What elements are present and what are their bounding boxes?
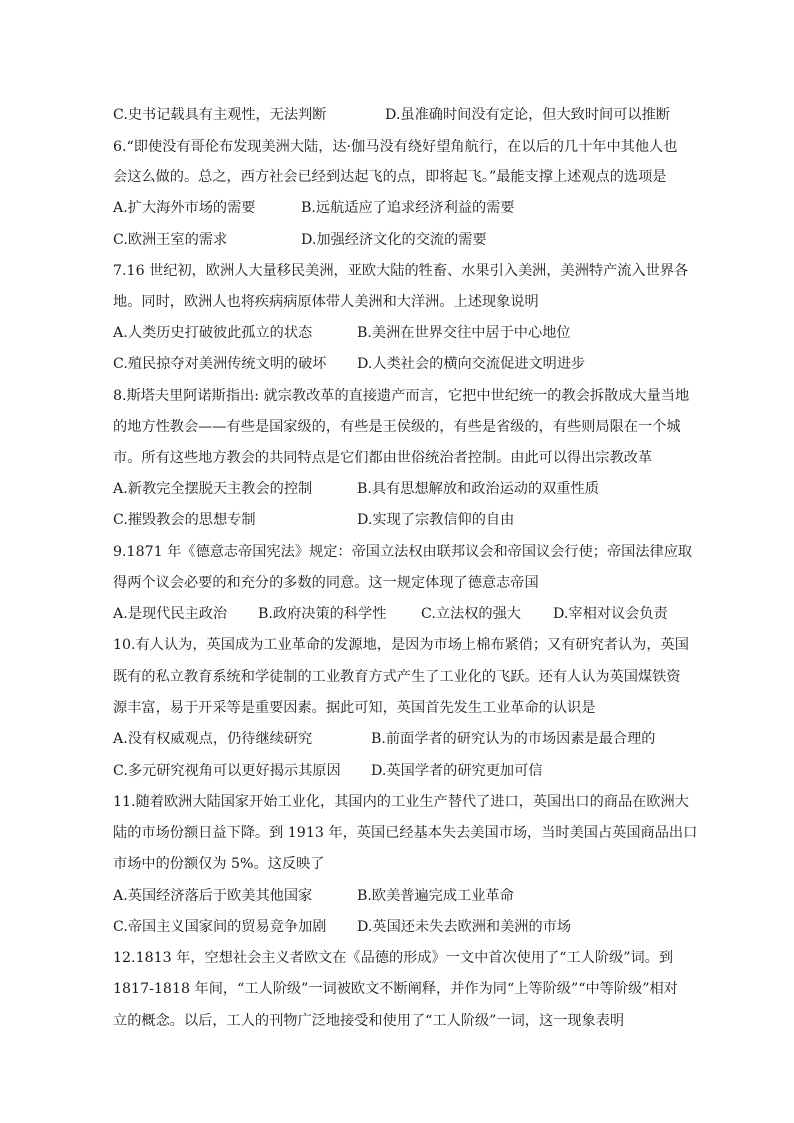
q6-option-b: B.远航适应了追求经济利益的需要 bbox=[301, 200, 515, 216]
q11-option-c: C.帝国主义国家间的贸易竞争加剧 bbox=[113, 919, 327, 935]
q12-stem-line-3: 立的概念。以后，工人的刊物广泛地接受和使用了“工人阶级”一词，这一现象表明 bbox=[113, 1013, 625, 1029]
q10-stem-line-2: 既有的私立教育系统和学徒制的工业教育方式产生了工业化的飞跃。还有人认为英国煤铁资 bbox=[113, 669, 681, 685]
q10-stem-line-1: 10.有人认为，英国成为工业革命的发源地，是因为市场上棉布紧俏；又有研究者认为，英国 bbox=[113, 637, 689, 653]
q6-option-d: D.加强经济文化的交流的需要 bbox=[301, 232, 487, 248]
q5-option-c: C.史书记载具有主观性，无法判断 bbox=[113, 107, 327, 123]
q9-option-c: C.立法权的强大 bbox=[421, 606, 521, 622]
q10-option-a: A.没有权威观点，仍待继续研究 bbox=[113, 731, 313, 747]
q11-stem-line-2: 陆的市场份额日益下降。到 1913 年，英国已经基本失去美国市场，当时美国占英国商品出口 bbox=[113, 825, 698, 841]
q7-stem-line-2: 地。同时，欧洲人也将疾病病原体带人美洲和大洋洲。上述现象说明 bbox=[113, 294, 539, 310]
q6-option-c: C.欧洲王室的需求 bbox=[113, 232, 228, 248]
q11-stem-line-1: 11.随着欧洲大陆国家开始工业化，其国内的工业生产替代了进口，英国出口的商品在欧洲大 bbox=[113, 794, 689, 810]
q7-option-c: C.殖民掠夺对美洲传统文明的破坏 bbox=[113, 356, 327, 372]
q8-option-b: B.具有思想解放和政治运动的双重性质 bbox=[357, 481, 599, 497]
q6-stem-line-2: 会这么做的。总之，西方社会已经到达起飞的点，即将起飞。”最能支撑上述观点的选项是 bbox=[113, 169, 667, 185]
q8-option-c: C.摧毁教会的思想专制 bbox=[113, 512, 256, 528]
q11-option-d: D.英国还未失去欧洲和美洲的市场 bbox=[357, 919, 572, 935]
q7-option-a: A.人类历史打破彼此孤立的状态 bbox=[113, 325, 313, 341]
q8-stem-line-1: 8.斯塔夫里阿诺斯指出: 就宗教改革的直接遗产而言，它把中世纪统一的教会拆散成大量当地 bbox=[113, 388, 690, 404]
q6-option-a: A.扩大海外市场的需要 bbox=[113, 200, 256, 216]
q7-option-b: B.美洲在世界交往中居于中心地位 bbox=[357, 325, 571, 341]
q9-option-a: A.是现代民主政治 bbox=[113, 606, 228, 622]
q9-option-d: D.宰相对议会负责 bbox=[553, 606, 668, 622]
q8-option-d: D.实现了宗教信仰的自由 bbox=[357, 512, 515, 528]
q7-option-d: D.人类社会的横向交流促进文明进步 bbox=[357, 356, 586, 372]
q12-stem-line-1: 12.1813 年，空想社会主义者欧文在《品德的形成》一文中首次使用了“工人阶级”词。到 bbox=[113, 950, 674, 966]
q9-option-b: B.政府决策的科学性 bbox=[258, 606, 387, 622]
q10-stem-line-3: 源丰富，易于开采等是重要因素。据此可知，英国首先发生工业革命的认识是 bbox=[113, 700, 596, 716]
q7-stem-line-1: 7.16 世纪初，欧洲人大量移民美洲，亚欧大陆的牲畜、水果引入美洲，美洲特产流入世界各 bbox=[113, 263, 689, 279]
q9-stem-line-1: 9.1871 年《德意志帝国宪法》规定：帝国立法权由联邦议会和帝国议会行使；帝国法律应取 bbox=[113, 544, 693, 560]
q11-option-b: B.欧美普遍完成工业革命 bbox=[357, 888, 514, 904]
q5-option-d: D.虽准确时间没有定论，但大致时间可以推断 bbox=[385, 107, 670, 123]
q11-option-a: A.英国经济落后于欧美其他国家 bbox=[113, 888, 313, 904]
q8-option-a: A.新教完全摆脱天主教会的控制 bbox=[113, 481, 313, 497]
q10-option-b: B.前面学者的研究认为的市场因素是最合理的 bbox=[371, 731, 656, 747]
q10-option-d: D.英国学者的研究更加可信 bbox=[371, 763, 543, 779]
q10-option-c: C.多元研究视角可以更好揭示其原因 bbox=[113, 763, 341, 779]
q9-stem-line-2: 得两个议会必要的和充分的多数的同意。这一规定体现了德意志帝国 bbox=[113, 575, 539, 591]
q8-stem-line-3: 市。所有这些地方教会的共同特点是它们都由世俗统治者控制。由此可以得出宗教改革 bbox=[113, 450, 653, 466]
q6-stem-line-1: 6.“即使没有哥伦布发现美洲大陆，达·伽马没有绕好望角航行，在以后的几十年中其他人也 bbox=[113, 139, 678, 155]
q11-stem-line-3: 市场中的份额仅为 5%。这反映了 bbox=[113, 856, 325, 872]
q12-stem-line-2: 1817-1818 年间，“工人阶级”一词被欧文不断阐释，并作为同“上等阶级”“中等阶级”相对 bbox=[113, 981, 678, 997]
q8-stem-line-2: 的地方性教会——有些是国家级的，有些是王侯级的，有些是省级的，有些则局限在一个城 bbox=[113, 419, 681, 435]
